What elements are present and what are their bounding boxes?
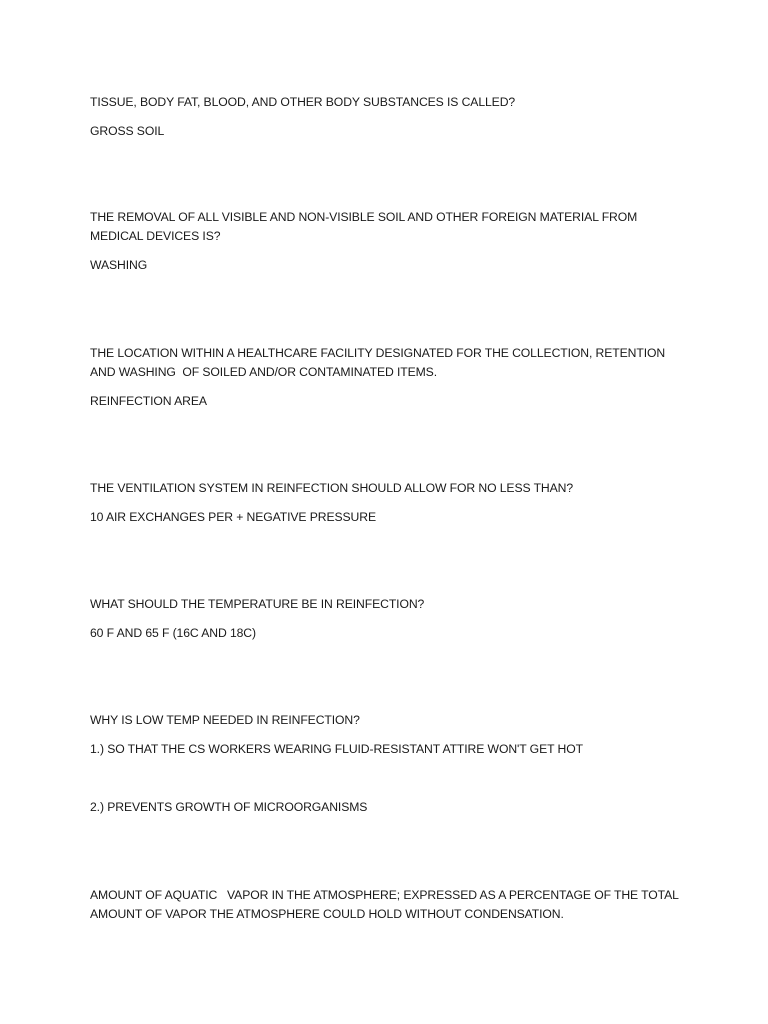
- question-5: WHAT SHOULD THE TEMPERATURE BE IN REINFECTION?: [90, 597, 425, 611]
- question-1: TISSUE, BODY FAT, BLOOD, AND OTHER BODY SUBSTANCES IS CALLED?: [90, 95, 516, 109]
- question-3: THE LOCATION WITHIN A HEALTHCARE FACILITY DESIGNATED FOR THE COLLECTION, RETENTION AND WASHING OF SOILED AND/OR CONTAMINATED ITEMS.: [90, 346, 668, 379]
- answer-1: GROSS SOIL: [90, 124, 165, 138]
- question-4: THE VENTILATION SYSTEM IN REINFECTION SHOULD ALLOW FOR NO LESS THAN?: [90, 481, 574, 495]
- answer-5: 60 F AND 65 F (16C AND 18C): [90, 626, 256, 640]
- question-6: WHY IS LOW TEMP NEEDED IN REINFECTION?: [90, 713, 360, 727]
- answer-2: WASHING: [90, 258, 148, 272]
- question-2: THE REMOVAL OF ALL VISIBLE AND NON-VISIBLE SOIL AND OTHER FOREIGN MATERIAL FROM MEDICAL DEVICES IS?: [90, 210, 641, 243]
- answer-3: REINFECTION AREA: [90, 394, 207, 408]
- answer-4: 10 AIR EXCHANGES PER + NEGATIVE PRESSURE: [90, 510, 376, 524]
- question-7: AMOUNT OF AQUATIC VAPOR IN THE ATMOSPHERE; EXPRESSED AS A PERCENTAGE OF THE TOTAL AMOUNT OF VAPOR THE ATMOSPHERE COULD HOLD WITHOUT CONDENSATION.: [90, 888, 681, 921]
- answer-6-part-2: 2.) PREVENTS GROWTH OF MICROORGANISMS: [90, 800, 368, 814]
- answer-6-part-1: 1.) SO THAT THE CS WORKERS WEARING FLUID-RESISTANT ATTIRE WON'T GET HOT: [90, 742, 583, 756]
